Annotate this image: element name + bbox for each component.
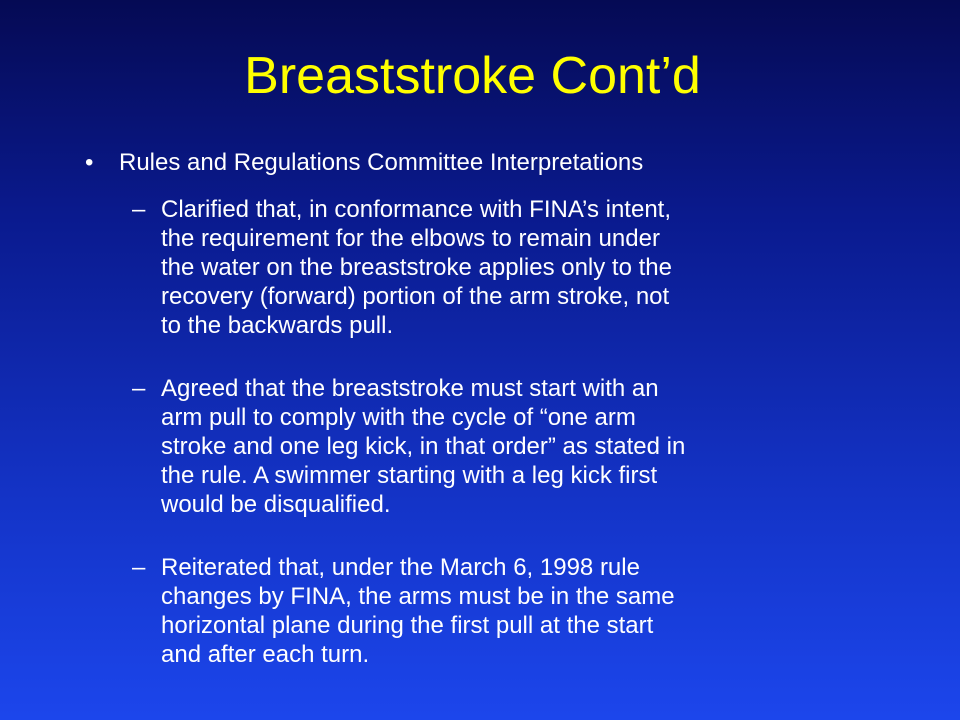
text-line: Agreed that the breaststroke must start with an (161, 375, 659, 402)
dash-marker: – (132, 196, 146, 223)
sub-bullet-text (161, 553, 932, 669)
text-line: stroke and one leg kick, in that order” as stated in (161, 433, 686, 460)
dash-marker: – (132, 375, 146, 402)
text-line: and after each turn. (161, 641, 370, 668)
dash-marker: – (132, 554, 146, 581)
text-line: Clarified that, in conformance with FINA’s intent, (161, 196, 671, 223)
sub-bullet-reiterated (132, 553, 932, 669)
text-line: to the backwards pull. (161, 312, 394, 339)
text-line: the water on the breaststroke applies only to the (161, 254, 672, 281)
text-line: the rule. A swimmer starting with a leg kick first (161, 462, 658, 489)
sub-bullet-text (161, 195, 932, 340)
text-line: horizontal plane during the first pull at the start (161, 612, 654, 639)
bullet-text: Rules and Regulations Committee Interpretations (119, 149, 644, 176)
text-line: changes by FINA, the arms must be in the same (161, 583, 675, 610)
bullet-marker: • (85, 149, 94, 176)
sub-bullet-text (161, 374, 932, 519)
sub-bullet-clarified (132, 195, 932, 340)
text-line: recovery (forward) portion of the arm stroke, not (161, 283, 670, 310)
text-line: arm pull to comply with the cycle of “one arm (161, 404, 636, 431)
text-line: would be disqualified. (161, 491, 391, 518)
sub-bullet-agreed (132, 374, 932, 519)
text-line: the requirement for the elbows to remain under (161, 225, 660, 252)
slide-title: Breaststroke Cont’d (244, 47, 701, 105)
text-line: Reiterated that, under the March 6, 1998 rule (161, 554, 640, 581)
